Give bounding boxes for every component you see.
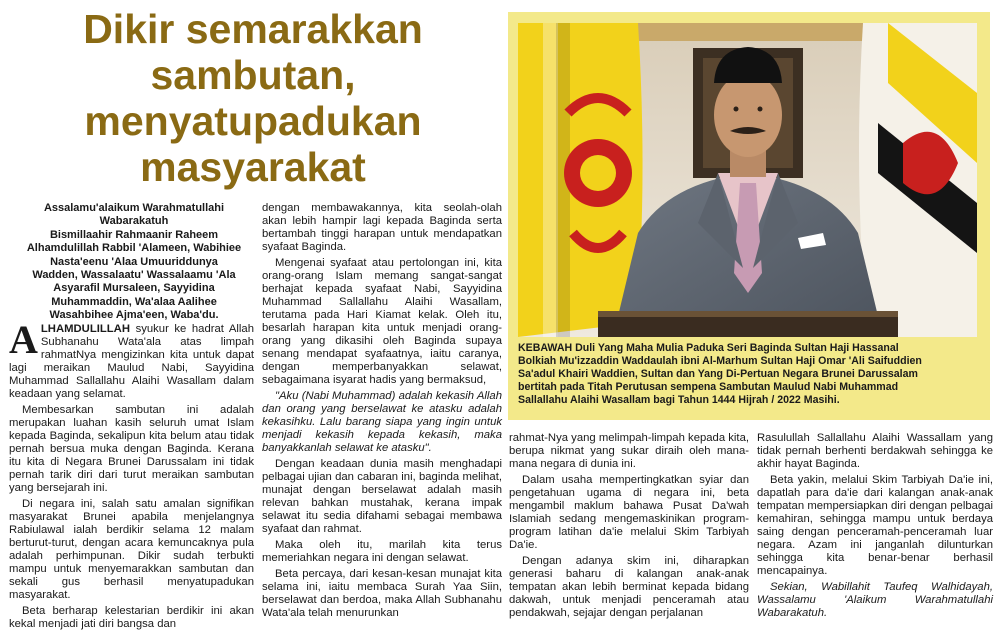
article-column-1 xyxy=(9,317,254,634)
caption-line: Bolkiah Mu'izzaddin Waddaulah ibni Al-Marhum Sultan Haji Omar 'Ali Saifuddien xyxy=(518,355,922,368)
article-paragraph xyxy=(9,317,254,401)
article-column-4 xyxy=(757,432,993,623)
headline-line: menyatupadukan xyxy=(84,98,422,144)
drop-cap: A xyxy=(9,317,38,362)
sultan-portrait-illustration xyxy=(518,23,977,337)
article-paragraph: Dalam usaha mempertingkatkan syiar dan pengetahuan ugama di negara ini, beta mengambil maklum bahawa Pusat Da'wah Islamiah sedang mengemaskinikan program-program latihan da'ie melalui Skim Tarbiyah Da'ie. xyxy=(509,474,749,551)
article-paragraph: Membesarkan sambutan ini adalah merupakan luahan kasih seluruh umat Islam kepada Baginda, sekalipun kita belum atau tidak pernah bersua muka dengan Baginda. Kerana itu kita di Negara Brunei Darussalam ini tidak pernah tarik diri dari turut meraikan sambutan yang bersejarah ini. xyxy=(9,404,254,494)
headline-line: masyarakat xyxy=(140,144,366,190)
closing-salutation: Sekian, Wabillahit Taufeq Walhidayah, Wassalamu 'Alaikum Warahmatullahi Wabarakatuh. xyxy=(757,581,993,619)
article-paragraph: rahmat-Nya yang melimpah-limpah kepada kita, berupa nikmat yang sukar diraih oleh mana-mana negara di dunia ini. xyxy=(509,432,749,470)
greeting-line: Wasahbihee Ajma'een, Waba'du. xyxy=(49,309,219,322)
article-paragraph: Beta percaya, dari kesan-kesan munajat kita selama ini, iaitu membaca Surah Yaa Siin, berselawat dan berdoa, maka Allah Subhanahu Wata'ala telah menurunkan xyxy=(262,568,502,619)
caption-line: Sallallahu Alaihi Wasallam bagi Tahun 1444 Hijrah / 2022 Masihi. xyxy=(518,394,840,407)
headline xyxy=(8,6,498,190)
article-paragraph: Dengan adanya skim ini, diharapkan generasi baharu di kalangan anak-anak tempatan akan lebih berminat kepada bidang dakwah, untuk menjadi penceramah atau pendakwah, sejajar dengan perjalanan xyxy=(509,555,749,619)
article-column-2 xyxy=(262,202,502,623)
article-paragraph: Beta yakin, melalui Skim Tarbiyah Da'ie ini, dapatlah para da'ie dari kalangan anak-anak tempatan mempersiapkan diri dengan pelbagai kemahiran, sehingga mampu untuk berdaya saing dengan penceramah-penceramah luar negara. Azam ini janganlah dilunturkan sehingga kita benar-benar berhasil mencapainya. xyxy=(757,474,993,577)
caption-line: Sa'adul Khairi Waddien, Sultan dan Yang Di-Pertuan Negara Brunei Darussalam xyxy=(518,368,918,381)
article-paragraph: Mengenai syafaat atau pertolongan ini, kita orang-orang Islam memang sangat-sangat berhajat kepada syafaat Nabi, Sayyidina Muhammad Sallallahu Alaihi Wasallam, terutama pada Hari Kiamat kelak. Oleh itu, besarlah harapan kita untuk menjadi orang-orang yang dikasihi oleh Baginda supaya senang mendapat syafaatnya, iaitu caranya, dengan memperbanyakkan selawat, sebagaimana isyarat hadis yang bermaksud, xyxy=(262,257,502,386)
article-paragraph: Rasulullah Sallallahu Alaihi Wassallam yang tidak pernah berhenti berdakwah sehingga ke akhir hayat Baginda. xyxy=(757,432,993,470)
greeting-line: Asyarafil Mursaleen, Sayyidina xyxy=(53,282,215,295)
caption-line: bertitah pada Titah Perutusan sempena Sambutan Maulud Nabi Muhammad xyxy=(518,381,899,394)
article-paragraph: Di negara ini, salah satu amalan signifikan masyarakat Brunei apabila menjelangnya Rabiulawal ialah berdikir selama 12 malam berturut-turut, dengan acara kemuncaknya pula adalah perhimpunan. Dikir sudah terbukti mampu untuk menyemarakkan sambutan dan sekali gus berhasil menyatupadukan masyarakat. xyxy=(9,498,254,601)
photo-caption xyxy=(518,342,982,407)
sultan-photo xyxy=(518,23,977,337)
greeting-line: Alhamdulillah Rabbil 'Alameen, Wabihiee xyxy=(26,242,242,255)
greeting-line: Wadden, Wassalaatu' Wassalaamu 'Ala xyxy=(32,269,236,282)
photo-caption-box xyxy=(508,12,990,420)
article-paragraph: Dengan keadaan dunia masih menghadapi pelbagai ujian dan cabaran ini, baginda melihat, munajat dengan berselawat adalah masih relevan bahkan mustahak, kerana impak selawat itu sedia difahami sebagai membawa syafaat dan rahmat. xyxy=(262,458,502,535)
article-paragraph: Maka oleh itu, marilah kita terus memeriahkan negara ini dengan selawat. xyxy=(262,539,502,564)
caption-line: KEBAWAH Duli Yang Maha Mulia Paduka Seri Baginda Sultan Haji Hassanal xyxy=(518,342,899,354)
greeting-line: Bismillaahir Rahmaanir Raheem xyxy=(49,228,219,241)
lead-word: LHAMDULILLAH xyxy=(40,323,130,335)
greeting-line: Muhammaddin, Wa'alaa Aalihee xyxy=(51,295,217,308)
hadith-quote: "Aku (Nabi Muhammad) adalah kekasih Allah dan orang yang berselawat ke atasku adalah kekasihku. Lalu barang siapa yang ingin untuk menjadi kekasih kepada kekasih, maka banyakkanlah selawat ke atasku". xyxy=(262,390,502,454)
greeting-line: Nasta'eenu 'Alaa Umuuriddunya xyxy=(50,255,218,268)
article-paragraph: dengan membawakannya, kita seolah-olah akan lebih hampir lagi kepada Baginda serta bertambah tinggi harapan untuk mendapatkan syafaat Baginda. xyxy=(262,202,502,253)
article-paragraph: Beta berharap kelestarian berdikir ini akan kekal menjadi jati diri bangsa dan xyxy=(9,605,254,630)
greeting-line: Wabarakatuh xyxy=(99,215,169,228)
opening-greeting xyxy=(12,202,256,323)
paragraph-text: syukur ke hadrat Allah Subhanahu Wata'ala atas limpah rahmatNya mengizinkan kita untuk dapat lagi meraikan Maulud Nabi, Sayyidina Muhammad Sallallahu Alaihi Wasallam dalam keadaan yang selamat. xyxy=(9,323,254,400)
greeting-line: Assalamu'alaikum Warahmatullahi xyxy=(43,202,225,214)
headline-line: Dikir semarakkan xyxy=(83,6,423,52)
article-column-3 xyxy=(509,432,749,623)
headline-line: sambutan, xyxy=(150,52,356,98)
